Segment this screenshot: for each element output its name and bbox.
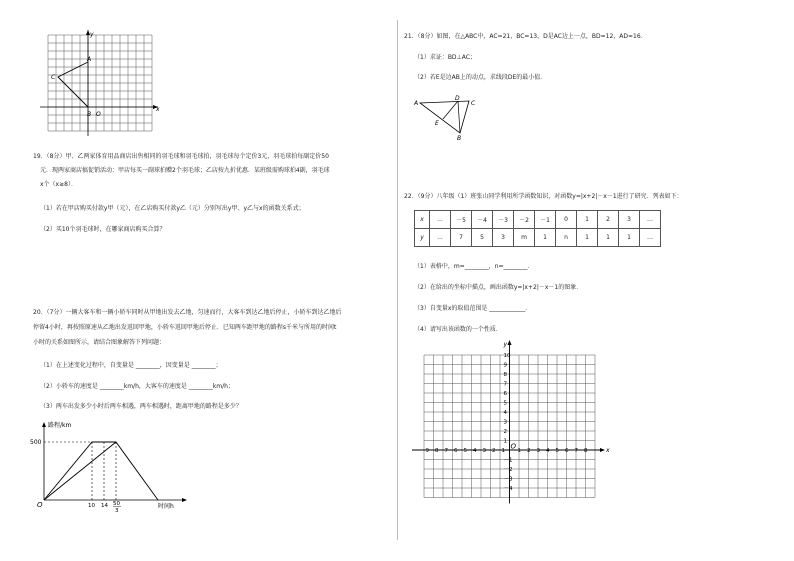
q22-x-tick: 7	[574, 448, 578, 454]
y-axis-label: y	[90, 31, 94, 38]
q22-y-tick: 3	[503, 419, 507, 426]
table-cell: 7	[451, 229, 472, 247]
q21-label-a: A	[414, 100, 419, 107]
q22-y-tick: －2	[503, 467, 513, 473]
q21-label-d: D	[455, 95, 460, 102]
q21-label-c: C	[471, 100, 476, 107]
table-cell: 2	[598, 211, 619, 229]
q20-distance-time-graph	[30, 420, 200, 515]
q22-part1: （1）表格中，m=________，n=________．	[414, 263, 534, 270]
table-cell: 3	[619, 211, 640, 229]
q20-x-tick-14: 14	[101, 503, 108, 509]
q20-stem-line3: 小时的关系如图所示，请结合图象解答下列问题：	[33, 339, 166, 346]
q20-part1: （1）在上述变化过程中，自变量是 ________，因变量是 ________；	[40, 362, 222, 369]
q21-part2: （2）若E是边AB上的动点，求线段DE的最小值．	[414, 74, 547, 81]
q22-x-tick: 6	[565, 448, 569, 454]
q22-x-axis-label: x	[606, 447, 610, 454]
table-cell: 1	[598, 229, 619, 247]
q22-y-tick: 10	[503, 353, 511, 359]
q22-x-tick: －2	[486, 448, 496, 454]
q22-x-tick: －1	[496, 448, 505, 454]
q19-part1: （1）若在甲店购买付款y甲（元），在乙店购买付款y乙（元）分别写出y甲、y乙与x的函数关系式；	[40, 205, 305, 212]
q20-y-tick-500: 500	[30, 439, 42, 446]
table-cell: 5	[472, 229, 493, 247]
q20-x-tick-50-over-3-num: 50	[113, 501, 120, 507]
x-axis-label: x	[156, 106, 160, 113]
q22-part3: （3）自变量x的取值范围是 ____________．	[414, 305, 532, 312]
table-cell: 1	[577, 211, 598, 229]
q22-y-tick: 1	[503, 438, 507, 445]
table-row	[415, 229, 661, 247]
q20-origin-label: O	[37, 501, 43, 509]
q20-stem-line1: 20．（7分）一辆大客车和一辆小轿车同时从甲地出发去乙地，匀速而行，大客车到达乙地后停止，小轿车到达乙地后	[33, 309, 342, 316]
q22-x-tick: －7	[439, 448, 448, 454]
q22-x-tick: 4	[546, 448, 550, 454]
origin-label: O	[96, 111, 101, 118]
top-left-grid-figure	[40, 30, 160, 140]
table-cell: m	[514, 229, 535, 247]
q22-y-tick: 9	[503, 362, 507, 369]
q22-y-tick: －1	[503, 457, 513, 464]
q22-x-tick: 5	[555, 448, 559, 454]
table-cell: 1	[619, 229, 640, 247]
q22-part2: （2）在给出的坐标中描点，画出函数y=|x+2|－x－1的图象．	[414, 284, 583, 291]
q21-label-b: B	[457, 135, 462, 142]
q22-y-tick: 2	[503, 429, 507, 435]
q22-x-tick: －4	[467, 448, 477, 454]
table-cell: …	[430, 211, 451, 229]
column-divider	[397, 20, 398, 540]
q22-part4: （4）请写出该函数的一个性质．	[414, 326, 502, 333]
q21-stem: 21．（8分）如图，在△ABC中，AC=21，BC=13，D是AC边上一点，BD=12，AD=16．	[404, 33, 647, 40]
q21-label-e: E	[435, 120, 439, 127]
q22-x-tick: －8	[429, 448, 439, 454]
q19-stem-line1: 19．（8分）甲、乙两家体育用品商店出售相同的羽毛球和羽毛球拍，羽毛球每个定价3元，羽毛球拍每副定价50	[33, 153, 329, 160]
q22-x-tick: 2	[527, 448, 531, 454]
table-cell: －1	[535, 211, 556, 229]
table-row	[415, 211, 661, 229]
q22-coordinate-grid	[412, 340, 612, 510]
table-cell: －5	[451, 211, 472, 229]
q22-y-axis-label: y	[503, 341, 508, 348]
q22-x-tick: －9	[420, 448, 429, 454]
point-b-label: B	[87, 111, 92, 118]
table-cell: 1	[577, 229, 598, 247]
table-cell: …	[640, 211, 661, 229]
table-cell: －4	[472, 211, 493, 229]
table-cell: x	[415, 211, 430, 229]
q22-y-tick: 5	[503, 400, 507, 407]
table-cell: 3	[493, 229, 514, 247]
table-cell: 1	[535, 229, 556, 247]
q22-x-tick: 1	[517, 448, 521, 454]
q22-x-tick: －6	[448, 448, 458, 454]
q20-part2: （2）小轿车的速度是 ________km/h，大客车的速度是 ________km/h；	[40, 383, 234, 390]
q22-x-tick: 8	[584, 448, 588, 454]
table-cell: …	[640, 229, 661, 247]
q20-stem-line2: 停留4小时，再按照原速从乙地出发返回甲地，小轿车返回甲地后停止．已知两车距甲地的路程s千米与所用的时间t	[33, 324, 337, 331]
q19-stem-line2: 元．现两家商店搞促销活动：甲店每买一副球拍赠2个羽毛球；乙店按九折优惠．某班级需购球拍4副，羽毛球	[40, 167, 330, 174]
q20-y-axis-label: 路程/km	[48, 422, 72, 429]
q22-x-tick: 3	[536, 448, 540, 454]
q22-origin-label: O	[510, 442, 517, 451]
table-cell: －3	[493, 211, 514, 229]
q21-part1: （1）求证：BD⊥AC；	[414, 54, 476, 61]
point-c-label: C	[51, 74, 56, 81]
table-cell: 0	[556, 211, 577, 229]
point-a-label: A	[87, 56, 92, 63]
q22-stem: 22．（9分）八年级（1）班张山同学利用所学函数知识，对函数y=|x+2|－x－1进行了研究．列表如下：	[404, 193, 683, 200]
q20-part3: （3）两车出发多少小时后两车相遇，两车相遇时，距离甲地的路程是多少？	[40, 403, 242, 410]
q20-x-tick-10: 10	[88, 503, 95, 509]
q22-value-table	[414, 210, 661, 247]
table-cell: －2	[514, 211, 535, 229]
q19-stem-line3: x个（x≥8）．	[40, 181, 77, 188]
q22-y-tick: －4	[503, 486, 513, 492]
table-cell: …	[430, 229, 451, 247]
q22-y-tick: 7	[503, 381, 507, 388]
table-cell: n	[556, 229, 577, 247]
q20-x-tick-50-over-3-den: 3	[115, 508, 119, 514]
table-cell: y	[415, 229, 430, 247]
q22-x-tick: －3	[477, 448, 486, 454]
q22-x-tick: －5	[458, 448, 467, 454]
q22-y-tick: 8	[503, 372, 507, 378]
q22-y-tick: 4	[503, 410, 507, 416]
q19-part2: （2）买10个羽毛球时，在哪家商店购买合算？	[40, 226, 166, 233]
q20-x-axis-label: 时间h	[158, 503, 174, 510]
q22-y-tick: －3	[503, 476, 513, 483]
q21-triangle-figure	[414, 93, 494, 143]
q22-y-tick: 6	[503, 391, 507, 397]
